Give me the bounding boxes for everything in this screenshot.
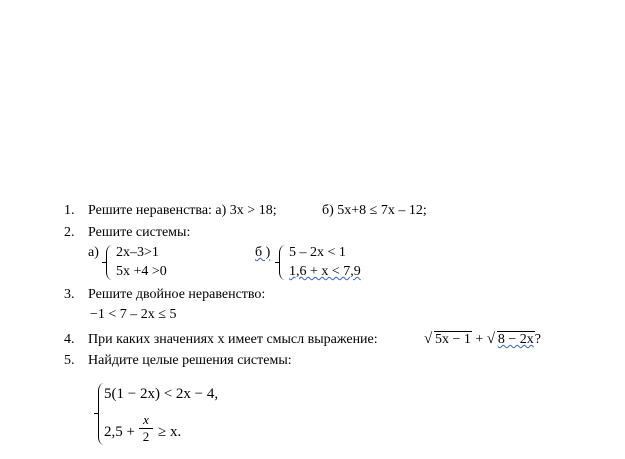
radicand-1: 5x − 1 [435, 332, 471, 347]
system-a-brace-tip [102, 262, 107, 263]
item-5-text: Найдите целые решения системы: [88, 353, 292, 368]
system-a-label: а) [88, 245, 99, 260]
system-b-brace [279, 245, 288, 280]
system-a-eq2: 5x +4 >0 [116, 264, 167, 279]
radical-1 [424, 332, 472, 348]
item-3-expression: −1 < 7 – 2x ≤ 5 [90, 307, 177, 322]
system-b-eq2: 1,6 + x < 7,9 [289, 264, 361, 279]
sqrt-icon: √ [486, 331, 496, 347]
system-5-brace-tip [94, 413, 99, 414]
radicand-2: 8 − 2x [497, 332, 534, 347]
item-number-3: 3. [64, 287, 75, 302]
plus-sign: + [475, 332, 484, 347]
item-number-5: 5. [64, 353, 75, 368]
system-a-brace [106, 245, 115, 280]
question-mark: ? [534, 332, 541, 347]
system-5-line1: 5(1 − 2x) < 2x − 4, [104, 386, 219, 402]
fraction-numerator: x [143, 412, 149, 427]
item-4-expression [424, 332, 541, 348]
fraction-denominator: 2 [142, 429, 150, 444]
radical-2 [487, 332, 535, 348]
system-5-line2-right: ≥ x. [158, 424, 182, 440]
item-number-4: 4. [64, 332, 75, 347]
sqrt-icon: √ [424, 331, 433, 347]
system-b-brace-tip [275, 262, 280, 263]
item-3-text: Решите двойное неравенство: [88, 287, 266, 302]
item-1-part-b: б) 5x+8 ≤ 7x – 12; [322, 203, 427, 218]
item-4-text: При каких значениях х имеет смысл выражение: [88, 332, 378, 347]
system-a-eq1: 2x–3>1 [116, 245, 159, 260]
item-number-1: 1. [64, 203, 75, 218]
item-1-text: Решите неравенства: а) 3x > 18; [88, 203, 277, 218]
fraction [139, 413, 153, 444]
system-b-eq1: 5 – 2x < 1 [289, 245, 346, 260]
item-2-text: Решите системы: [88, 225, 191, 240]
system-5-line2-left: 2,5 + [104, 424, 135, 440]
item-number-2: 2. [64, 225, 75, 240]
system-b-label: б ) [255, 245, 271, 260]
